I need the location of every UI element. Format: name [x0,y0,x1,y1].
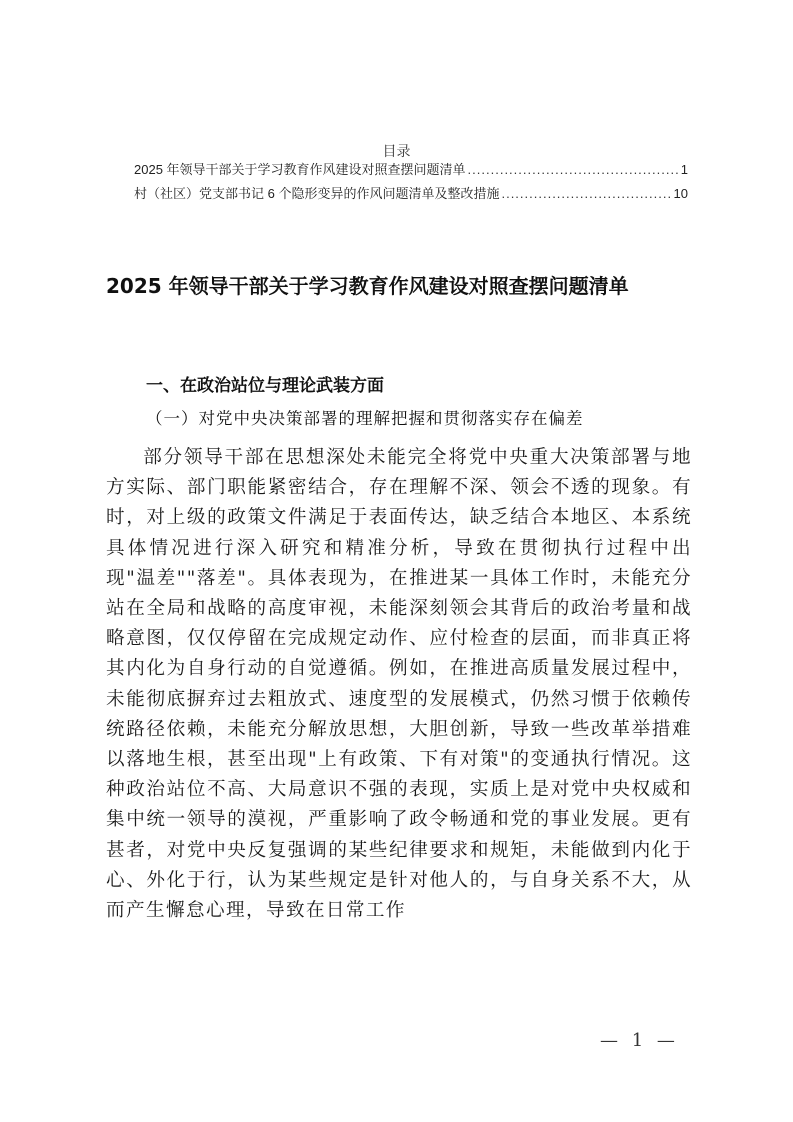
section-heading: 一、在政治站位与理论武装方面 [146,376,384,396]
body-paragraph: 部分领导干部在思想深处未能完全将党中央重大决策部署与地方实际、部门职能紧密结合，存在理解不深、领会不透的现象。有时，对上级的政策文件满足于表面传达，缺乏结合本地区、本系统具体情况进行深入研究和精准分析，导致在贯彻执行过程中出现"温差""落差"。具体表现为，在推进某一具体工作时，未能充分站在全局和战略的高度审视，未能深刻领会其背后的政治考量和战略意图，仅仅停留在完成规定动作、应付检查的层面，而非真正将其内化为自身行动的自觉遵循。例如，在推进高质量发展过程中，未能彻底摒弃过去粗放式、速度型的发展模式，仍然习惯于依赖传统路径依赖，未能充分解放思想，大胆创新，导致一些改革举措难以落地生根，甚至出现"上有政策、下有对策"的变通执行情况。这种政治站位不高、大局意识不强的表现，实质上是对党中央权威和集中统一领导的漠视，严重影响了政令畅通和党的事业发展。更有甚者，对党中央反复强调的某些纪律要求和规矩，未能做到内化于心、外化于行，认为某些规定是针对他人的，与自身关系不大，从而产生懈怠心理，导致在日常工作 [106,447,692,922]
toc-entry[interactable] [134,160,688,180]
toc-entry-page: 1 [680,162,688,177]
toc-title: 目录 [382,144,411,160]
subsection-heading: （一）对党中央决策部署的理解把握和贯彻落实存在偏差 [146,409,584,428]
document-title: 2025 年领导干部关于学习教育作风建设对照查摆问题清单 [106,274,629,298]
page-number: — 1 — [600,1030,679,1051]
toc-entry-label: 2025 年领导干部关于学习教育作风建设对照查摆问题清单 [134,162,466,177]
toc-leader-dots [468,160,679,180]
toc-leader-dots [501,184,671,204]
toc-entry[interactable] [134,184,688,204]
toc-entry-page: 10 [673,186,688,201]
toc-entry-label: 村（社区）党支部书记 6 个隐形变异的作风问题清单及整改措施 [134,186,500,201]
